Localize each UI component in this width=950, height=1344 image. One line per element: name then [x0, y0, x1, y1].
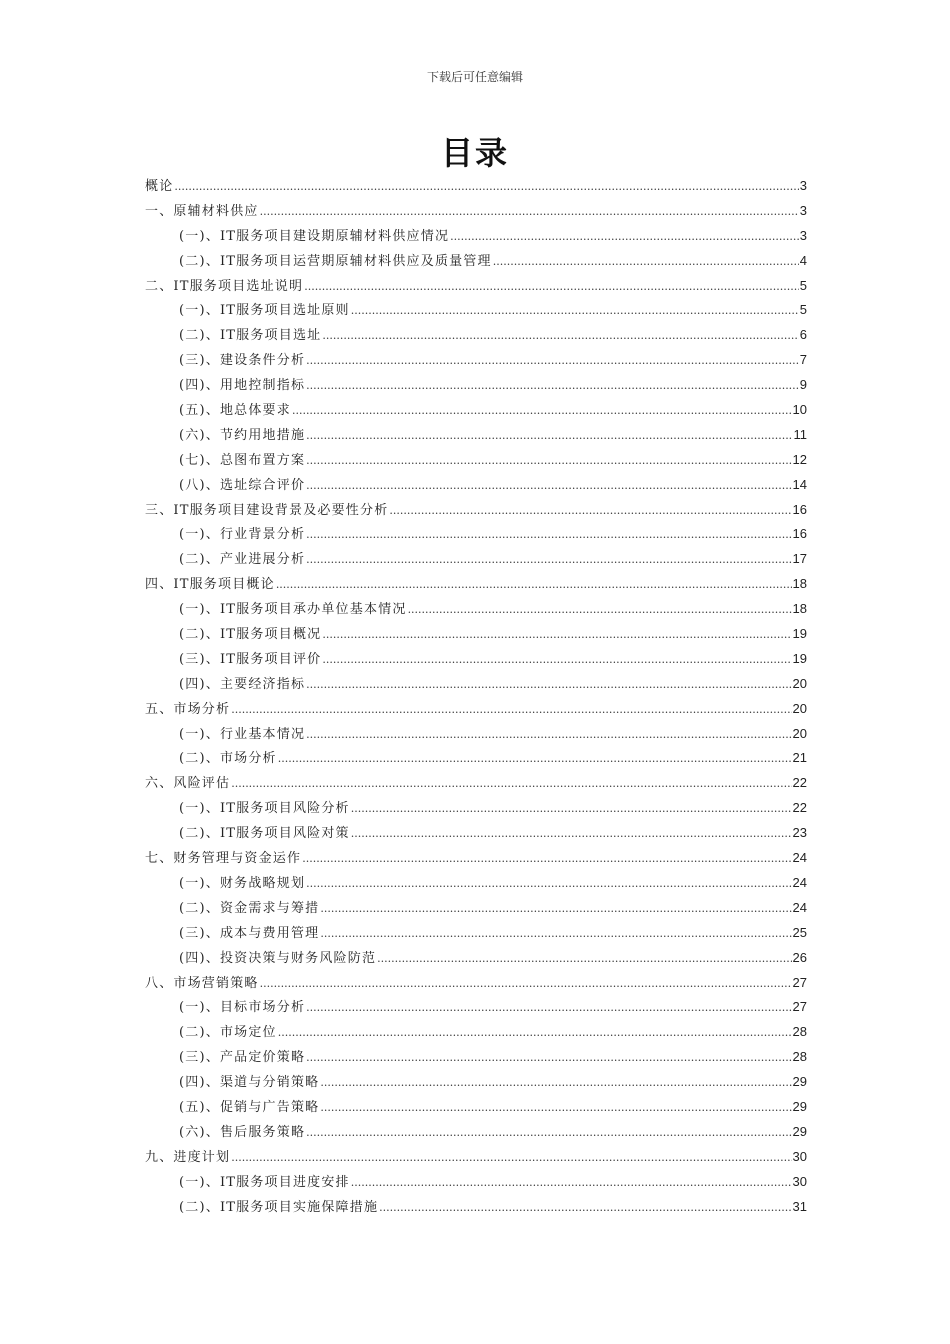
toc-entry-page: 21 — [792, 750, 807, 766]
toc-entry-text: 五、市场分析 — [145, 701, 231, 717]
toc-entry-page: 19 — [792, 650, 807, 666]
toc-entry-page: 22 — [792, 775, 807, 791]
toc-entry[interactable] — [145, 771, 807, 796]
toc-entry-page: 24 — [792, 874, 807, 890]
toc-entry-text: (一)、财务战略规划 — [179, 875, 306, 891]
toc-entry-page: 20 — [792, 725, 807, 741]
toc-entry-page: 10 — [792, 402, 807, 418]
toc-entry-page: 16 — [792, 526, 807, 542]
toc-entry-page: 4 — [799, 252, 807, 268]
toc-entry[interactable] — [145, 224, 807, 249]
toc-entry[interactable] — [145, 746, 807, 771]
toc-entry-text: (二)、IT服务项目运营期原辅材料供应及质量管理 — [179, 253, 492, 269]
toc-entry-text: 八、市场营销策略 — [145, 975, 259, 991]
dot-leader — [306, 424, 792, 449]
toc-entry-page: 17 — [792, 551, 807, 567]
toc-entry-page: 6 — [799, 327, 807, 343]
toc-entry[interactable] — [145, 1070, 807, 1095]
toc-entry-text: (二)、IT服务项目概况 — [179, 627, 322, 643]
toc-entry[interactable] — [145, 298, 807, 323]
toc-entry-text: 概论 — [145, 179, 174, 194]
toc-entry[interactable] — [145, 896, 807, 921]
toc-entry-page: 14 — [792, 476, 807, 492]
toc-entry-page: 20 — [792, 700, 807, 716]
dot-leader — [320, 922, 791, 947]
toc-entry-text: (二)、IT服务项目选址 — [179, 328, 322, 344]
toc-entry[interactable] — [145, 448, 807, 473]
toc-entry-page: 23 — [792, 825, 807, 841]
header-note: 下载后可任意编辑 — [426, 70, 523, 84]
toc-entry[interactable] — [145, 722, 807, 747]
toc-entry-text: (七)、总图布置方案 — [179, 452, 306, 468]
toc-entry-page: 12 — [792, 451, 807, 467]
toc-entry-page: 3 — [799, 227, 807, 243]
dot-leader — [408, 598, 792, 623]
toc-entry-page: 16 — [792, 501, 807, 517]
dot-leader — [320, 1071, 791, 1096]
toc-entry-page: 27 — [792, 999, 807, 1015]
toc-entry-page: 29 — [792, 1074, 807, 1090]
dot-leader — [322, 648, 791, 673]
toc-entry-text: (一)、行业背景分析 — [179, 527, 306, 543]
dot-leader — [306, 349, 799, 374]
toc-entry-text: (四)、主要经济指标 — [179, 676, 306, 692]
toc-entry[interactable] — [145, 946, 807, 971]
dot-leader — [276, 573, 792, 598]
toc-entry[interactable] — [145, 1195, 807, 1220]
dot-leader — [379, 1196, 791, 1221]
toc-entry-text: (二)、市场分析 — [179, 751, 277, 767]
toc-entry-text: 一、原辅材料供应 — [145, 203, 259, 219]
toc-entry[interactable] — [145, 348, 807, 373]
toc-entry-text: (一)、IT服务项目选址原则 — [179, 303, 350, 319]
dot-leader — [231, 1146, 791, 1171]
toc-entry[interactable] — [145, 1095, 807, 1120]
dot-leader — [351, 822, 792, 847]
toc-entry-page: 28 — [792, 1049, 807, 1065]
dot-leader — [377, 947, 791, 972]
toc-entry[interactable] — [145, 796, 807, 821]
toc-entry[interactable] — [145, 249, 807, 274]
toc-entry[interactable] — [145, 971, 807, 996]
toc-entry-page: 24 — [792, 899, 807, 915]
toc-entry-text: (四)、渠道与分销策略 — [179, 1075, 320, 1091]
dot-leader — [306, 996, 791, 1021]
toc-entry-page: 30 — [792, 1173, 807, 1189]
dot-leader — [389, 499, 791, 524]
dot-leader — [306, 1121, 791, 1146]
dot-leader — [306, 449, 791, 474]
toc-entry-text: (四)、用地控制指标 — [179, 378, 306, 394]
dot-leader — [351, 299, 799, 324]
toc-entry-text: (八)、选址综合评价 — [179, 477, 306, 493]
toc-entry-page: 29 — [792, 1098, 807, 1114]
toc-entry-text: (二)、产业进展分析 — [179, 552, 306, 568]
toc-entry-text: 六、风险评估 — [145, 776, 231, 792]
toc-entry-page: 18 — [792, 576, 807, 592]
dot-leader — [306, 673, 791, 698]
toc-entry[interactable] — [145, 473, 807, 498]
page-title: 目录 — [440, 134, 509, 172]
dot-leader — [304, 275, 799, 300]
dot-leader — [302, 847, 791, 872]
dot-leader — [306, 548, 791, 573]
toc-entry-text: (一)、IT服务项目建设期原辅材料供应情况 — [179, 228, 450, 244]
toc-entry-text: 三、IT服务项目建设背景及必要性分析 — [145, 502, 389, 518]
dot-leader — [351, 797, 792, 822]
toc-entry[interactable] — [145, 697, 807, 722]
toc-entry-text: (一)、IT服务项目风险分析 — [179, 801, 350, 817]
toc-entry-text: (一)、IT服务项目承办单位基本情况 — [179, 602, 407, 618]
toc-entry[interactable] — [145, 921, 807, 946]
toc-entry-text: (二)、市场定位 — [179, 1025, 277, 1041]
toc-entry-text: (二)、IT服务项目实施保障措施 — [179, 1199, 379, 1215]
toc-entry-page: 3 — [799, 202, 807, 218]
toc-entry-text: 七、财务管理与资金运作 — [145, 851, 302, 867]
toc-entry-page: 31 — [792, 1198, 807, 1214]
toc-entry[interactable] — [145, 1170, 807, 1195]
dot-leader — [322, 324, 798, 349]
toc-entry[interactable] — [145, 622, 807, 647]
toc-entry-page: 30 — [792, 1148, 807, 1164]
toc-list — [145, 174, 807, 1219]
dot-leader — [231, 772, 791, 797]
toc-entry-page: 18 — [792, 601, 807, 617]
dot-leader — [231, 698, 791, 723]
toc-entry[interactable] — [145, 672, 807, 697]
toc-entry-page: 3 — [799, 178, 807, 193]
toc-entry-text: (五)、促销与广告策略 — [179, 1099, 320, 1115]
toc-entry-page: 26 — [792, 949, 807, 965]
dot-leader — [322, 623, 791, 648]
toc-entry[interactable] — [145, 572, 807, 597]
dot-leader — [306, 374, 799, 399]
toc-entry-page: 5 — [799, 302, 807, 318]
dot-leader — [306, 723, 791, 748]
toc-entry-page: 20 — [792, 675, 807, 691]
toc-entry[interactable] — [145, 647, 807, 672]
toc-entry[interactable] — [145, 373, 807, 398]
toc-entry[interactable] — [145, 1020, 807, 1045]
toc-entry-text: (三)、成本与费用管理 — [179, 925, 320, 941]
dot-leader — [278, 747, 792, 772]
dot-leader — [174, 175, 798, 200]
toc-entry-text: (四)、投资决策与财务风险防范 — [179, 950, 377, 966]
toc-entry[interactable] — [145, 498, 807, 523]
toc-entry-text: 九、进度计划 — [145, 1149, 231, 1165]
toc-entry[interactable] — [145, 821, 807, 846]
toc-entry-page: 5 — [799, 277, 807, 293]
dot-leader — [306, 1046, 791, 1071]
dot-leader — [306, 474, 791, 499]
toc-entry-text: 四、IT服务项目概论 — [145, 577, 275, 593]
dot-leader — [306, 872, 791, 897]
toc-entry-page: 9 — [799, 377, 807, 393]
toc-entry[interactable] — [145, 398, 807, 423]
toc-entry-page: 7 — [799, 352, 807, 368]
toc-entry[interactable] — [145, 846, 807, 871]
toc-entry[interactable] — [145, 871, 807, 896]
dot-leader — [278, 1021, 792, 1046]
dot-leader — [320, 1096, 791, 1121]
toc-entry-page: 11 — [793, 426, 807, 442]
dot-leader — [450, 225, 799, 250]
dot-leader — [260, 200, 799, 225]
dot-leader — [306, 523, 791, 548]
toc-entry[interactable] — [145, 597, 807, 622]
toc-entry-page: 22 — [792, 800, 807, 816]
toc-entry-text: (三)、建设条件分析 — [179, 353, 306, 369]
toc-entry-page: 28 — [792, 1024, 807, 1040]
toc-entry[interactable] — [145, 274, 807, 299]
toc-entry[interactable] — [145, 1120, 807, 1145]
toc-entry-text: (一)、目标市场分析 — [179, 1000, 306, 1016]
dot-leader — [320, 897, 791, 922]
dot-leader — [260, 972, 792, 997]
toc-entry-text: (六)、节约用地措施 — [179, 427, 306, 443]
toc-entry-text: (一)、IT服务项目进度安排 — [179, 1174, 350, 1190]
toc-entry[interactable] — [145, 1045, 807, 1070]
dot-leader — [493, 250, 799, 275]
toc-entry-page: 27 — [792, 974, 807, 990]
dot-leader — [292, 399, 792, 424]
toc-entry-page: 25 — [792, 924, 807, 940]
toc-entry-page: 19 — [792, 626, 807, 642]
toc-entry-page: 29 — [792, 1123, 807, 1139]
toc-entry-page: 24 — [792, 850, 807, 866]
toc-entry-text: (五)、地总体要求 — [179, 403, 291, 419]
toc-entry[interactable] — [145, 522, 807, 547]
toc-entry[interactable] — [145, 323, 807, 348]
toc-entry[interactable] — [145, 1145, 807, 1170]
toc-entry-text: (二)、IT服务项目风险对策 — [179, 826, 350, 842]
toc-entry-text: (三)、IT服务项目评价 — [179, 651, 322, 667]
toc-entry-text: (一)、行业基本情况 — [179, 726, 306, 742]
dot-leader — [351, 1171, 792, 1196]
toc-entry[interactable] — [145, 199, 807, 224]
toc-entry[interactable] — [145, 174, 807, 199]
toc-entry-text: (三)、产品定价策略 — [179, 1050, 306, 1066]
toc-entry-text: 二、IT服务项目选址说明 — [145, 278, 304, 294]
toc-entry[interactable] — [145, 995, 807, 1020]
toc-entry[interactable] — [145, 547, 807, 572]
toc-entry[interactable] — [145, 423, 807, 448]
toc-entry-text: (六)、售后服务策略 — [179, 1124, 306, 1140]
toc-entry-text: (二)、资金需求与筹措 — [179, 900, 320, 916]
